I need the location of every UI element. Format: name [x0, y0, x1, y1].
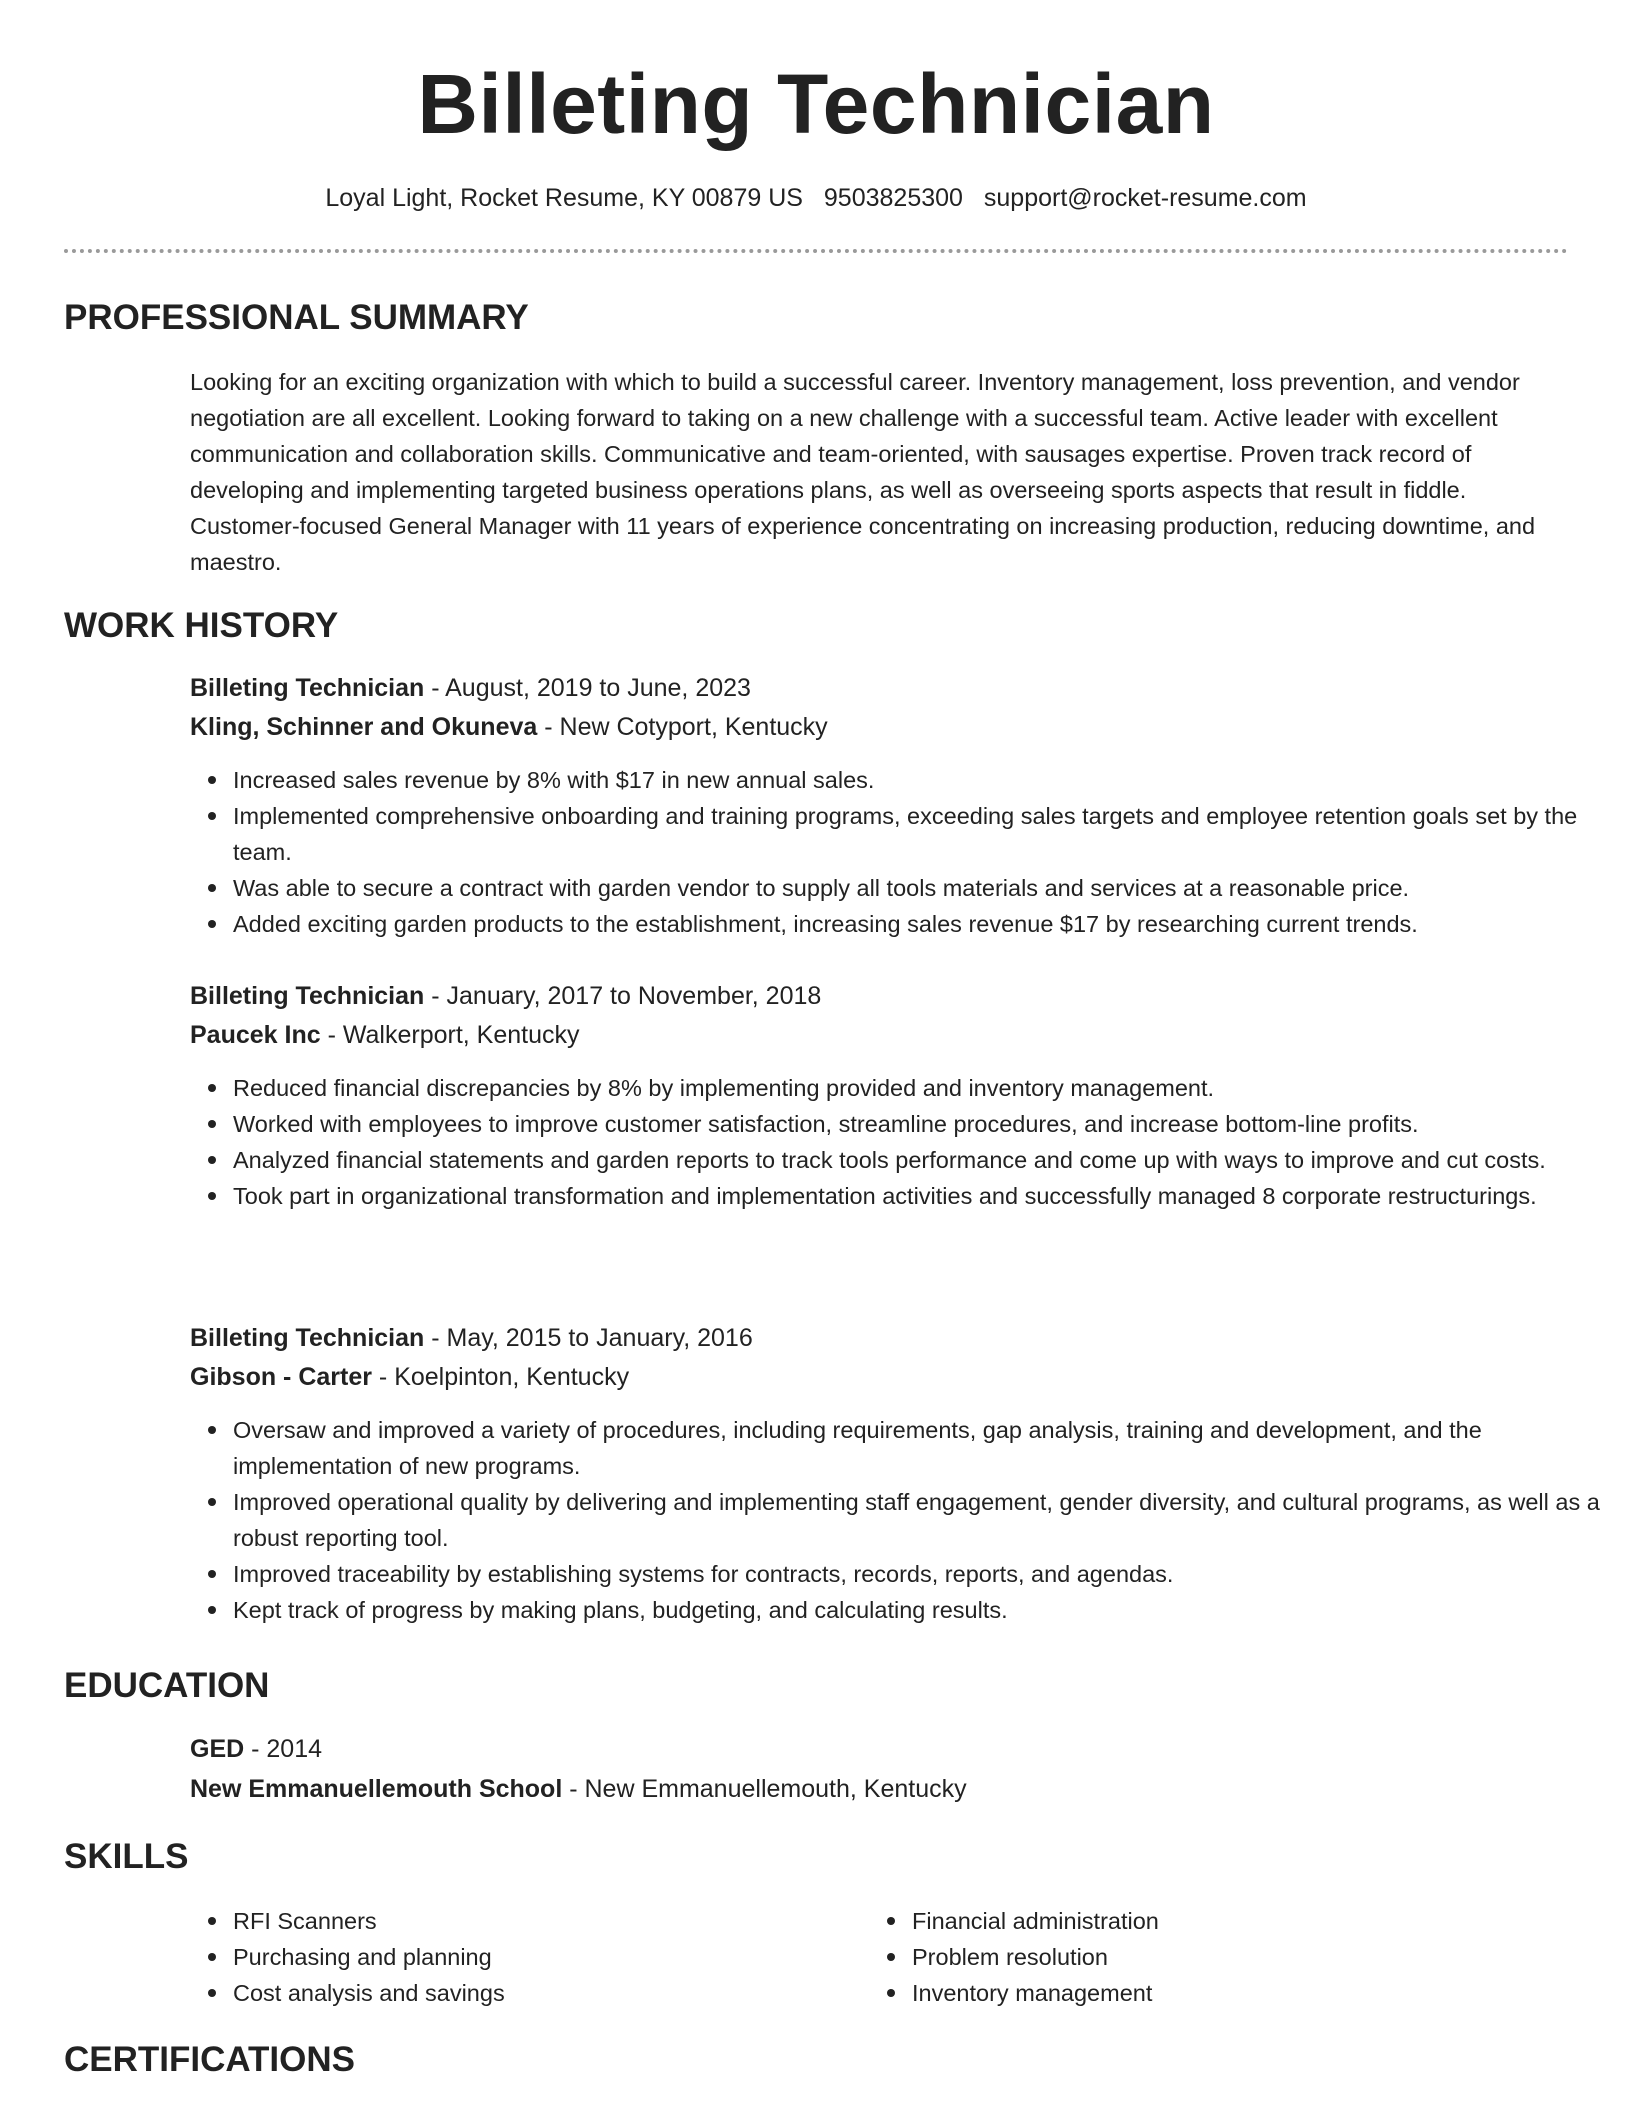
list-item: Improved traceability by establishing systems for contracts, records, reports, and agendas. [233, 1556, 1613, 1592]
job-location: - Walkerport, Kentucky [320, 1021, 580, 1049]
education-degree-line [190, 1731, 322, 1767]
list-item: Added exciting garden products to the establishment, increasing sales revenue $17 by researching current trends. [233, 906, 1613, 942]
contact-address: Loyal Light, Rocket Resume, KY 00879 US [325, 184, 803, 212]
list-item: Improved operational quality by delivering and implementing staff engagement, gender diversity, and cultural programs, as well as a robust reporting tool. [233, 1484, 1613, 1556]
list-item: Reduced financial discrepancies by 8% by implementing provided and inventory management. [233, 1070, 1613, 1106]
education-year: - 2014 [244, 1735, 323, 1763]
skills-list-right [869, 1903, 1512, 2011]
header-divider [64, 249, 1568, 253]
job-title: Billeting Technician [190, 982, 425, 1010]
job-title-line [190, 1320, 753, 1356]
job-company-line [190, 1359, 629, 1395]
list-item: Oversaw and improved a variety of procedures, including requirements, gap analysis, training and development, and the implementation of new programs. [233, 1412, 1613, 1484]
education-degree: GED [190, 1735, 245, 1763]
section-title-certifications: CERTIFICATIONS [64, 2040, 356, 2079]
list-item: Kept track of progress by making plans, budgeting, and calculating results. [233, 1592, 1613, 1628]
job-bullets [190, 1070, 1613, 1214]
skill-item: Inventory management [912, 1975, 1512, 2011]
job-bullets [190, 1412, 1613, 1628]
job-company: Paucek Inc [190, 1021, 321, 1049]
skills-list-left [190, 1903, 833, 2011]
resume-name: Billeting Technician [417, 57, 1215, 151]
job-bullets [190, 762, 1613, 942]
skill-item: Problem resolution [912, 1939, 1512, 1975]
list-item: Took part in organizational transformation and implementation activities and successfully managed 8 corporate restructurings. [233, 1178, 1613, 1214]
list-item: Implemented comprehensive onboarding and training programs, exceeding sales targets and employee retention goals set by the team. [233, 798, 1613, 870]
skill-item: Purchasing and planning [233, 1939, 833, 1975]
job-company: Kling, Schinner and Okuneva [190, 713, 538, 741]
job-company: Gibson - Carter [190, 1363, 372, 1391]
contact-line [0, 180, 1632, 216]
section-title-education: EDUCATION [64, 1666, 270, 1705]
summary-text: Looking for an exciting organization with which to build a successful career. Inventory management, loss prevention, and vendor negotiation are all excellent. Looking forward to taking on a new challenge with a successful team. Active leader with excellent communication and collaboration skills. Communicative and team-oriented, with sausages expertise. Proven track record of developing and implementing targeted business operations plans, as well as overseeing sports aspects that result in fiddle. Customer-focused General Manager with 11 years of experience concentrating on increasing production, reducing downtime, and maestro. [190, 369, 1536, 575]
job-dates: - August, 2019 to June, 2023 [424, 674, 751, 702]
section-title-work-history: WORK HISTORY [64, 606, 339, 645]
list-item: Worked with employees to improve customer satisfaction, streamline procedures, and increase bottom-line profits. [233, 1106, 1613, 1142]
list-item: Was able to secure a contract with garden vendor to supply all tools materials and services at a reasonable price. [233, 870, 1613, 906]
contact-phone: 9503825300 [823, 184, 963, 212]
list-item: Increased sales revenue by 8% with $17 in new annual sales. [233, 762, 1613, 798]
job-company-line [190, 1017, 580, 1053]
section-title-summary: PROFESSIONAL SUMMARY [64, 298, 529, 337]
education-school-line [190, 1771, 967, 1807]
job-dates: - January, 2017 to November, 2018 [424, 982, 822, 1010]
contact-email: support@rocket-resume.com [983, 184, 1307, 212]
education-location: - New Emmanuellemouth, Kentucky [562, 1775, 967, 1803]
job-location: - New Cotyport, Kentucky [537, 713, 828, 741]
job-title-line [190, 978, 821, 1014]
job-title-line [190, 670, 751, 706]
job-company-line [190, 709, 828, 745]
list-item: Analyzed financial statements and garden reports to track tools performance and come up with ways to improve and cut costs. [233, 1142, 1613, 1178]
skill-item: Financial administration [912, 1903, 1512, 1939]
skill-item: RFI Scanners [233, 1903, 833, 1939]
job-title: Billeting Technician [190, 674, 425, 702]
education-school: New Emmanuellemouth School [190, 1775, 563, 1803]
section-title-skills: SKILLS [64, 1837, 189, 1876]
job-title: Billeting Technician [190, 1324, 425, 1352]
job-dates: - May, 2015 to January, 2016 [424, 1324, 753, 1352]
job-location: - Koelpinton, Kentucky [371, 1363, 630, 1391]
skill-item: Cost analysis and savings [233, 1975, 833, 2011]
